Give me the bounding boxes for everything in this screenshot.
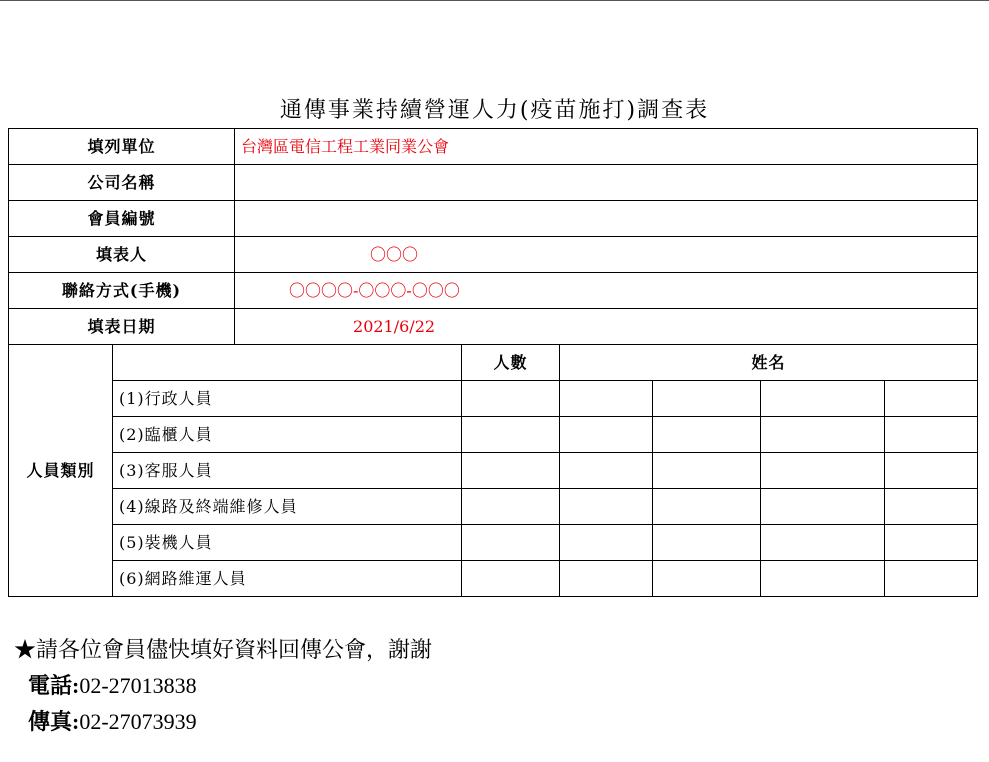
name-cell[interactable] xyxy=(761,453,885,489)
name-cell[interactable] xyxy=(885,561,978,597)
page-title: 通傳事業持續營運人力(疫苗施打)調查表 xyxy=(279,98,710,123)
name-cell[interactable] xyxy=(885,453,978,489)
count-cell[interactable] xyxy=(462,453,560,489)
staff-header-row xyxy=(9,345,978,381)
staff-row xyxy=(9,381,978,417)
staff-header-blank xyxy=(113,345,462,381)
category-counter-staff: (2)臨櫃人員 xyxy=(113,417,462,453)
name-cell[interactable] xyxy=(761,561,885,597)
name-cell[interactable] xyxy=(653,489,761,525)
top-border-line xyxy=(0,0,989,1)
name-cell[interactable] xyxy=(560,525,653,561)
staff-row xyxy=(9,525,978,561)
name-cell[interactable] xyxy=(653,525,761,561)
staff-row xyxy=(9,561,978,597)
info-row-company xyxy=(9,165,978,201)
count-cell[interactable] xyxy=(462,489,560,525)
count-header: 人數 xyxy=(462,345,560,381)
fill-date-field[interactable]: 2021/6/22 xyxy=(235,309,978,345)
category-installation-staff: (5)裝機人員 xyxy=(113,525,462,561)
filler-field[interactable]: 〇〇〇 xyxy=(235,237,978,273)
fax-line xyxy=(14,704,974,740)
company-name-label: 公司名稱 xyxy=(9,165,235,201)
name-cell[interactable] xyxy=(885,417,978,453)
info-row-member-id xyxy=(9,201,978,237)
phone-label: 電話: xyxy=(28,673,80,698)
staff-category-label: 人員類別 xyxy=(9,345,113,597)
fax-label: 傳真: xyxy=(28,709,80,734)
member-id-label: 會員編號 xyxy=(9,201,235,237)
info-row-contact xyxy=(9,273,978,309)
name-cell[interactable] xyxy=(560,453,653,489)
count-cell[interactable] xyxy=(462,525,560,561)
category-customer-service-staff: (3)客服人員 xyxy=(113,453,462,489)
request-note xyxy=(14,632,974,668)
member-id-field[interactable] xyxy=(235,201,978,237)
name-cell[interactable] xyxy=(560,417,653,453)
count-cell[interactable] xyxy=(462,381,560,417)
name-cell[interactable] xyxy=(653,561,761,597)
notes-section xyxy=(14,632,974,740)
fax-number: 02-27073939 xyxy=(79,709,197,734)
name-cell[interactable] xyxy=(885,525,978,561)
names-header: 姓名 xyxy=(560,345,978,381)
name-cell[interactable] xyxy=(761,381,885,417)
filler-label: 填表人 xyxy=(9,237,235,273)
name-cell[interactable] xyxy=(560,381,653,417)
survey-form-table xyxy=(8,128,978,597)
contact-phone-field[interactable]: 〇〇〇〇-〇〇〇-〇〇〇 xyxy=(235,273,978,309)
contact-label: 聯絡方式(手機) xyxy=(9,273,235,309)
staff-row xyxy=(9,453,978,489)
name-cell[interactable] xyxy=(885,381,978,417)
info-row-unit xyxy=(9,129,978,165)
count-cell[interactable] xyxy=(462,417,560,453)
phone-number: 02-27013838 xyxy=(79,673,197,698)
category-network-ops-staff: (6)網路維運人員 xyxy=(113,561,462,597)
name-cell[interactable] xyxy=(653,453,761,489)
name-cell[interactable] xyxy=(885,489,978,525)
fill-date-label: 填表日期 xyxy=(9,309,235,345)
unit-value[interactable]: 台灣區電信工程工業同業公會 xyxy=(235,129,978,165)
name-cell[interactable] xyxy=(560,489,653,525)
staff-row xyxy=(9,417,978,453)
unit-label: 填列單位 xyxy=(9,129,235,165)
info-row-filler xyxy=(9,237,978,273)
info-row-date xyxy=(9,309,978,345)
company-name-field[interactable] xyxy=(235,165,978,201)
request-text: 請各位會員儘快填好資料回傳公會，謝謝 xyxy=(36,637,433,662)
count-cell[interactable] xyxy=(462,561,560,597)
staff-row xyxy=(9,489,978,525)
name-cell[interactable] xyxy=(560,561,653,597)
name-cell[interactable] xyxy=(653,417,761,453)
name-cell[interactable] xyxy=(761,489,885,525)
name-cell[interactable] xyxy=(761,417,885,453)
phone-line xyxy=(14,668,974,704)
name-cell[interactable] xyxy=(761,525,885,561)
category-line-maintenance-staff: (4)線路及終端維修人員 xyxy=(113,489,462,525)
star-icon: ★ xyxy=(14,637,37,662)
name-cell[interactable] xyxy=(653,381,761,417)
category-admin-staff: (1)行政人員 xyxy=(113,381,462,417)
